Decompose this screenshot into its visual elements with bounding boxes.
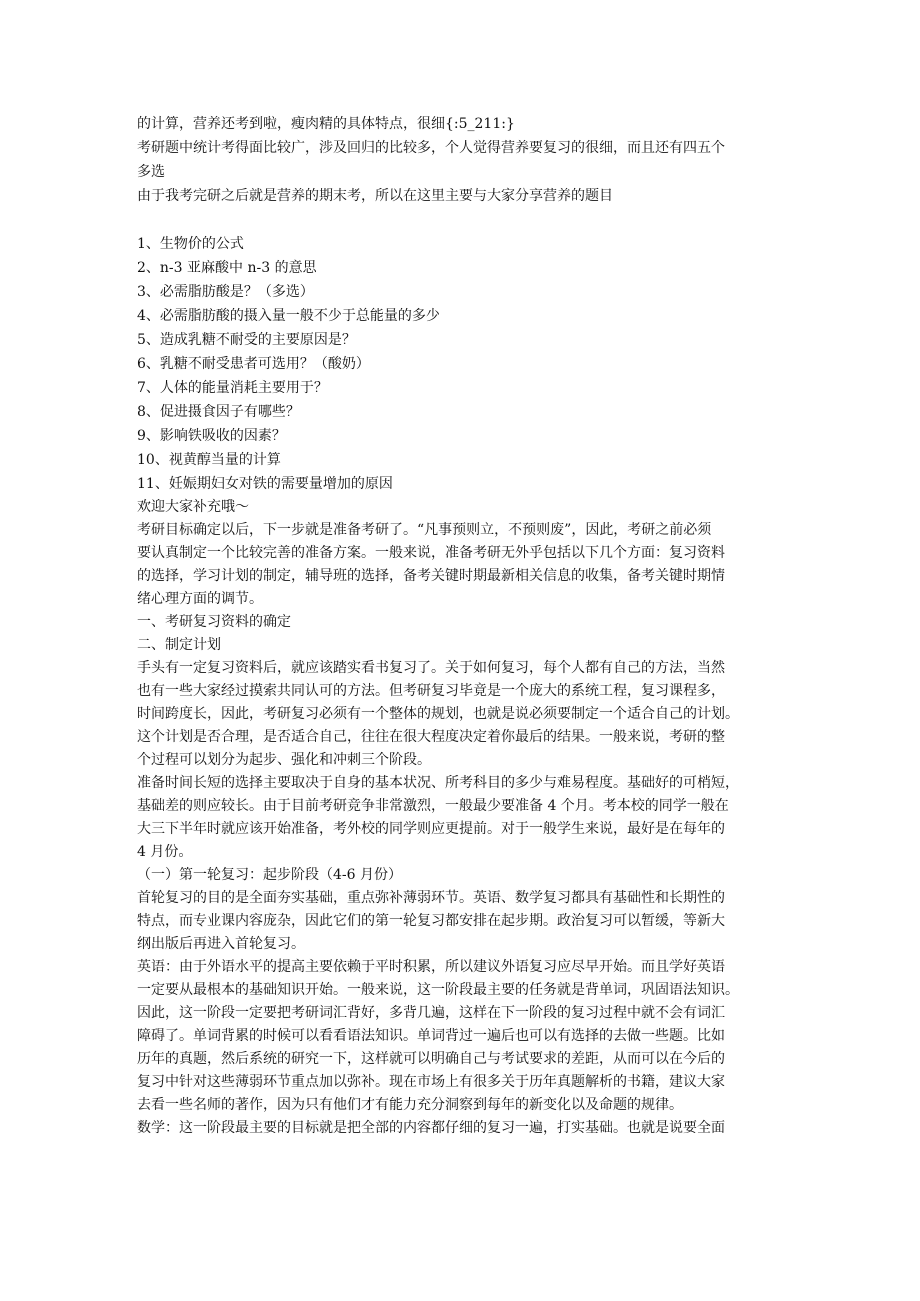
body-line-16: 4 月份。 xyxy=(137,844,193,860)
section-heading-2: 二、制定计划 xyxy=(137,637,221,653)
question-1: 1、生物价的公式 xyxy=(137,236,244,252)
body-line-25: 历年的真题，然后系统的研究一下，这样就可以明确自己与考试要求的差距，从而可以在今后的 xyxy=(137,1051,725,1067)
body-line-11: 这个计划是否合理，是否适合自己，往往在很大程度决定着你最后的结果。一般来说，考研的整 xyxy=(137,729,725,745)
question-2: 2、n-3 亚麻酸中 n-3 的意思 xyxy=(137,260,317,276)
body-line-8: 手头有一定复习资料后，就应该踏实看书复习了。关于如何复习，每个人都有自己的方法，当然 xyxy=(137,660,725,676)
body-line-21: 英语：由于外语水平的提高主要依赖于平时积累，所以建议外语复习应尽早开始。而且学好英语 xyxy=(137,959,725,975)
question-4: 4、必需脂肪酸的摄入量一般不少于总能量的多少 xyxy=(137,308,440,324)
question-10: 10、视黄醇当量的计算 xyxy=(137,452,281,468)
body-line-2: 考研目标确定以后，下一步就是准备考研了。“凡事预则立，不预则废”，因此，考研之前必须 xyxy=(137,522,712,538)
body-line-10: 时间跨度长，因此，考研复习必须有一个整体的规划，也就是说必须要制定一个适合自己的计划。 xyxy=(137,706,739,722)
body-line-14: 基础差的则应较长。由于目前考研竞争非常激烈，一般最少要准备 4 个月。考本校的同学一般在 xyxy=(137,798,729,814)
question-8: 8、促进摄食因子有哪些？ xyxy=(137,404,300,420)
body-line-12: 个过程可以划分为起步、强化和冲刺三个阶段。 xyxy=(137,752,431,768)
question-6: 6、乳糖不耐受患者可选用？（酸奶） xyxy=(137,356,370,372)
question-7: 7、人体的能量消耗主要用于？ xyxy=(137,380,328,396)
body-line-3: 要认真制定一个比较完善的准备方案。一般来说，准备考研无外乎包括以下几个方面：复习资料 xyxy=(137,545,725,561)
body-line-15: 大三下半年时就应该开始准备，考外校的同学则应更提前。对于一般学生来说，最好是在每年的 xyxy=(137,821,725,837)
body-line-13: 准备时间长短的选择主要取决于自身的基本状况、所考科目的多少与难易程度。基础好的可梢短， xyxy=(137,775,739,791)
question-9: 9、影响铁吸收的因素？ xyxy=(137,428,286,444)
intro-line-3: 多选 xyxy=(137,164,165,180)
document-text xyxy=(137,112,789,1140)
intro-line-1: 的计算，营养还考到啦，瘦肉精的具体特点，很细{:5_211:} xyxy=(137,116,515,132)
body-line-1: 欢迎大家补充哦～ xyxy=(137,499,249,515)
subsection-heading: （一）第一轮复习：起步阶段（4-6 月份） xyxy=(137,867,402,883)
intro-line-4: 由于我考完研之后就是营养的期末考，所以在这里主要与大家分享营养的题目 xyxy=(137,188,613,204)
body-line-23: 因此，这一阶段一定要把考研词汇背好，多背几遍，这样在下一阶段的复习过程中就不会有词汇 xyxy=(137,1005,725,1021)
body-line-20: 纲出版后再进入首轮复习。 xyxy=(137,936,305,952)
question-3: 3、必需脂肪酸是？（多选） xyxy=(137,284,314,300)
body-line-5: 绪心理方面的调节。 xyxy=(137,591,263,607)
body-line-18: 首轮复习的目的是全面夯实基础，重点弥补薄弱环节。英语、数学复习都具有基础性和长期性的 xyxy=(137,890,725,906)
body-line-24: 障碍了。单词背累的时候可以看看语法知识。单词背过一遍后也可以有选择的去做一些题。比如 xyxy=(137,1028,725,1044)
blank-line xyxy=(137,208,789,232)
section-heading-1: 一、考研复习资料的确定 xyxy=(137,614,291,630)
body-line-22: 一定要从最根本的基础知识开始。一般来说，这一阶段最主要的任务就是背单词，巩固语法知识。 xyxy=(137,982,739,998)
intro-line-2: 考研题中统计考得面比较广，涉及回归的比较多，个人觉得营养要复习的很细，而且还有四五个 xyxy=(137,140,725,156)
body-line-27: 去看一些名师的著作，因为只有他们才有能力充分洞察到每年的新变化以及命题的规律。 xyxy=(137,1097,683,1113)
body-line-28: 数学：这一阶段最主要的目标就是把全部的内容都仔细的复习一遍，打实基础。也就是说要全面 xyxy=(137,1120,725,1136)
question-5: 5、造成乳糖不耐受的主要原因是？ xyxy=(137,332,356,348)
question-11: 11、妊娠期妇女对铁的需要量增加的原因 xyxy=(137,476,393,492)
body-line-4: 的选择，学习计划的制定，辅导班的选择，备考关键时期最新相关信息的收集，备考关键时期情 xyxy=(137,568,725,584)
body-line-9: 也有一些大家经过摸索共同认可的方法。但考研复习毕竟是一个庞大的系统工程，复习课程多， xyxy=(137,683,725,699)
body-line-19: 特点，而专业课内容庞杂，因此它们的第一轮复习都安排在起步期。政治复习可以暂缓，等新大 xyxy=(137,913,725,929)
body-line-26: 复习中针对这些薄弱环节重点加以弥补。现在市场上有很多关于历年真题解析的书籍，建议大家 xyxy=(137,1074,725,1090)
